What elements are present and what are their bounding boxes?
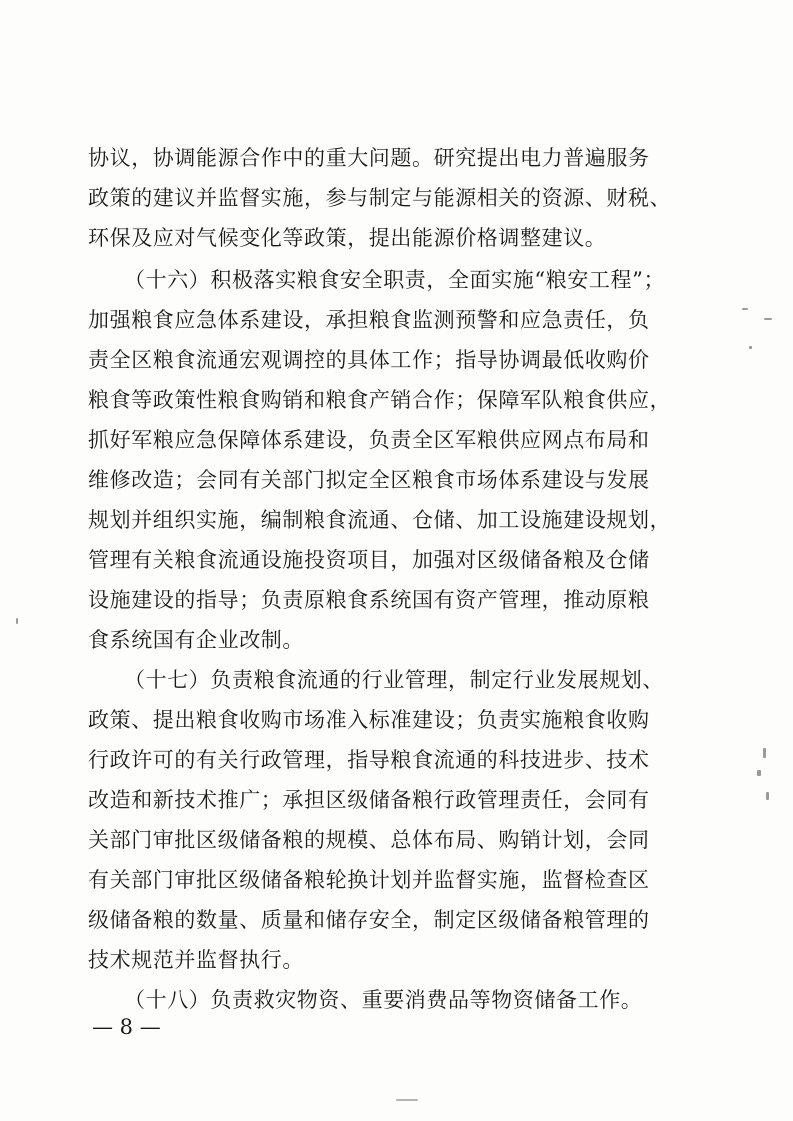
text-line: 粮食等政策性粮食购销和粮食产销合作；保障军队粮食供应， [88, 388, 672, 412]
page-number: — 8 — [92, 1015, 161, 1039]
scan-artifact [764, 318, 772, 320]
text-line: 维修改造；会同有关部门拟定全区粮食市场体系建设与发展 [88, 468, 650, 492]
scan-artifact [396, 1099, 418, 1101]
scan-artifact [763, 748, 766, 758]
scan-artifact [749, 346, 752, 349]
text-line: 协议，协调能源合作中的重大问题。研究提出电力普遍服务 [88, 146, 650, 170]
text-line: 食系统国有企业改制。 [88, 628, 304, 652]
text-line: 政策的建议并监督实施，参与制定与能源相关的资源、财税、 [88, 186, 672, 210]
scan-artifact [16, 618, 18, 624]
text-line: 抓好军粮应急保障体系建设，负责全区军粮供应网点布局和 [88, 428, 650, 452]
text-line: 规划并组织实施，编制粮食流通、仓储、加工设施建设规划， [88, 508, 672, 532]
text-line: 责全区粮食流通宏观调控的具体工作；指导协调最低收购价 [88, 348, 650, 372]
scan-artifact [742, 308, 748, 310]
text-line: 设施建设的指导；负责原粮食系统国有资产管理，推动原粮 [88, 588, 650, 612]
scan-artifact [766, 792, 769, 800]
scan-artifact [757, 770, 761, 776]
text-line: 环保及应对气候变化等政策，提出能源价格调整建议。 [88, 226, 607, 250]
text-line: 有关部门审批区级储备粮轮换计划并监督实施，监督检查区 [88, 868, 650, 892]
text-line: 政策、提出粮食收购市场准入标准建设；负责实施粮食收购 [88, 708, 650, 732]
text-line: 关部门审批区级储备粮的规模、总体布局、购销计划，会同 [88, 828, 650, 852]
text-line: 改造和新技术推广；承担区级储备粮行政管理责任，会同有 [88, 788, 650, 812]
paragraph-18-start: （十八）负责救灾物资、重要消费品等物资储备工作。 [124, 988, 643, 1012]
paragraph-17-start: （十七）负责粮食流通的行业管理，制定行业发展规划、 [124, 668, 664, 692]
text-line: 级储备粮的数量、质量和储存安全，制定区级储备粮管理的 [88, 908, 650, 932]
text-line: 行政许可的有关行政管理，指导粮食流通的科技进步、技术 [88, 748, 650, 772]
paragraph-16-start: （十六）积极落实粮食安全职责，全面实施“粮安工程”； [124, 268, 666, 292]
text-line: 技术规范并监督执行。 [88, 948, 304, 972]
text-line: 管理有关粮食流通设施投资项目，加强对区级储备粮及仓储 [88, 548, 650, 572]
text-line: 加强粮食应急体系建设，承担粮食监测预警和应急责任，负 [88, 308, 650, 332]
